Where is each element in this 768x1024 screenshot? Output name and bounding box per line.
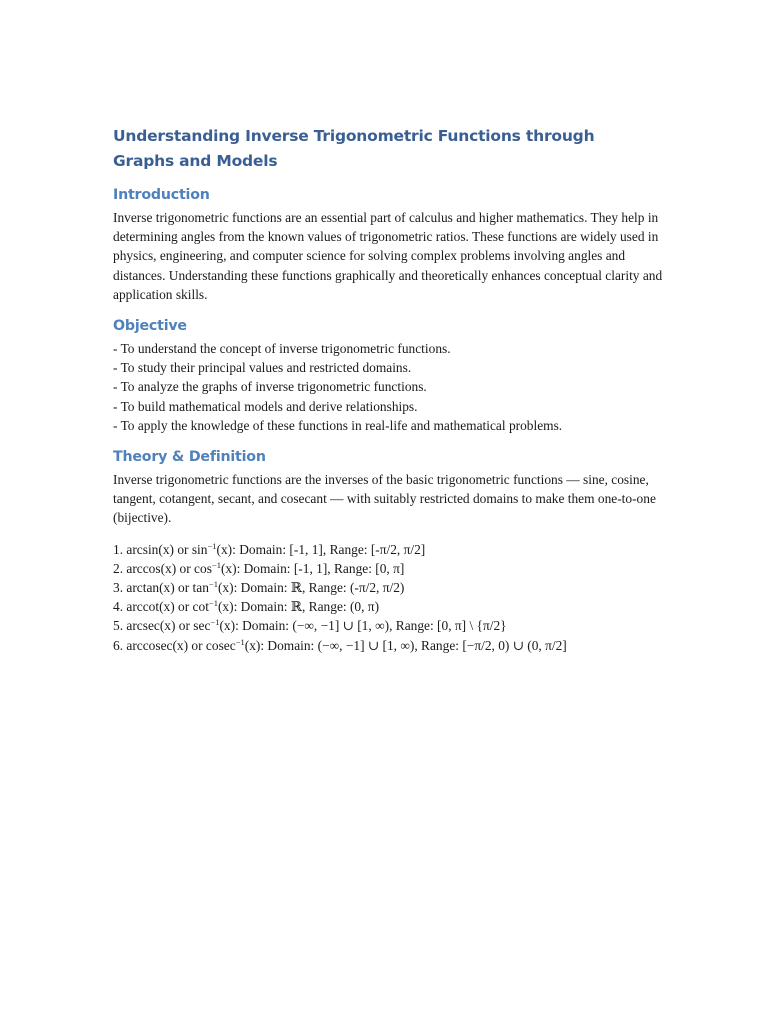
function-name: 5. arcsec(x) or sec (113, 618, 211, 634)
function-item (113, 578, 673, 597)
function-domain-range: (x): Domain: ℝ, Range: (-π/2, π/2) (217, 580, 405, 596)
objective-item: - To build mathematical models and derive relationships. (113, 398, 418, 414)
theory-paragraph: Inverse trigonometric functions are the inverses of the basic trigonometric functions — sine, cosine, tangent, cotangent, secant, and cosecant — with suitably restricted domains to make them one-to-one (bijective). (113, 472, 656, 526)
inverse-exponent: −1 (208, 579, 218, 590)
objective-item: - To apply the knowledge of these functions in real-life and mathematical problems. (113, 417, 563, 433)
objective-list (113, 339, 673, 435)
objective-item: - To study their principal values and restricted domains. (113, 360, 412, 376)
function-item (113, 559, 673, 578)
objective-item: - To understand the concept of inverse trigonometric functions. (113, 341, 451, 357)
function-name: 1. arcsin(x) or sin (113, 541, 208, 557)
function-item (113, 597, 673, 616)
introduction-paragraph: Inverse trigonometric functions are an essential part of calculus and higher mathematics. They help in determining angles from the known values of trigonometric ratios. These functions are widely used in physics, engineering, and computer science for solving complex problems involving angles and distances. Understanding these functions graphically and theoretically enhances conceptual clarity and application skills. (113, 210, 663, 302)
function-domain-range: (x): Domain: [-1, 1], Range: [-π/2, π/2] (216, 541, 426, 557)
function-domain-range: (x): Domain: (−∞, −1] ∪ [1, ∞), Range: [−π/2, 0) ∪ (0, π/2] (244, 637, 567, 653)
theory-heading: Theory & Definition (113, 449, 266, 466)
function-list (113, 540, 673, 655)
function-domain-range: (x): Domain: [-1, 1], Range: [0, π] (220, 560, 405, 576)
objective-heading: Objective (113, 318, 187, 335)
function-domain-range: (x): Domain: (−∞, −1] ∪ [1, ∞), Range: [0, π] \ {π/2} (219, 618, 507, 634)
function-item (113, 540, 673, 559)
objective-item: - To analyze the graphs of inverse trigonometric functions. (113, 379, 427, 395)
function-name: 2. arccos(x) or cos (113, 560, 212, 576)
function-name: 3. arctan(x) or tan (113, 580, 209, 596)
function-item (113, 636, 673, 655)
function-name: 4. arccot(x) or cot (113, 599, 209, 615)
inverse-exponent: −1 (235, 636, 245, 647)
function-domain-range: (x): Domain: ℝ, Range: (0, π) (217, 599, 380, 615)
introduction-heading: Introduction (113, 187, 210, 203)
inverse-exponent: −1 (211, 559, 221, 570)
inverse-exponent: −1 (208, 598, 218, 609)
inverse-exponent: −1 (207, 540, 217, 551)
function-name: 6. arccosec(x) or cosec (113, 637, 236, 653)
function-item (113, 616, 673, 635)
document-page (113, 124, 673, 667)
inverse-exponent: −1 (210, 617, 220, 628)
document-title: Understanding Inverse Trigonometric Functions through Graphs and Models (113, 127, 595, 170)
